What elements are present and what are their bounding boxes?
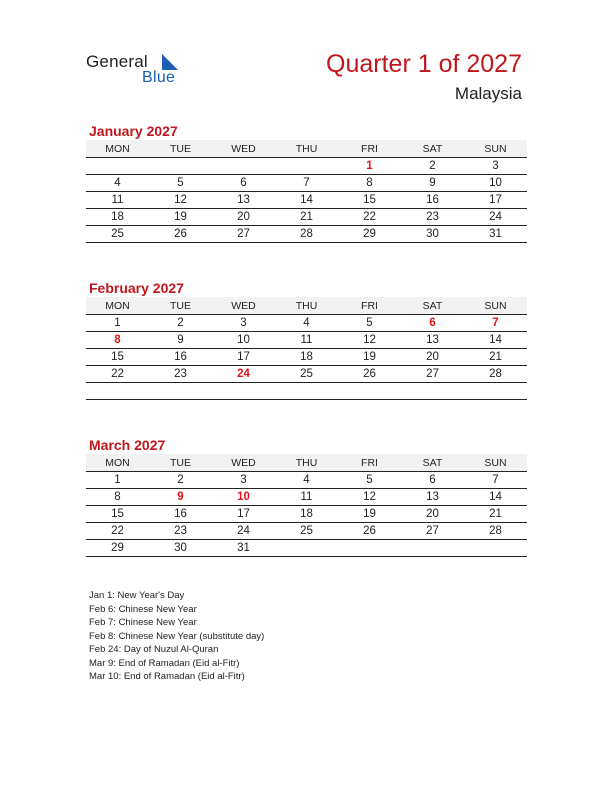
day-cell: 20 (212, 209, 275, 226)
day-cell: 11 (86, 192, 149, 209)
calendar-table (86, 297, 527, 400)
week-row (86, 332, 527, 349)
day-cell: 29 (86, 540, 149, 557)
week-row (86, 209, 527, 226)
header-row (86, 297, 527, 315)
week-row (86, 472, 527, 489)
week-row (86, 175, 527, 192)
generalblue-logo (86, 52, 196, 92)
week-row (86, 383, 527, 400)
weekday-fri: FRI (338, 454, 401, 472)
day-cell: 10 (212, 332, 275, 349)
week-row (86, 158, 527, 175)
week-row (86, 226, 527, 243)
day-cell: 19 (149, 209, 212, 226)
week-row (86, 192, 527, 209)
day-cell: 2 (401, 158, 464, 175)
weekday-thu: THU (275, 297, 338, 315)
weekday-header (86, 297, 527, 315)
day-cell: 25 (86, 226, 149, 243)
day-cell: 14 (464, 489, 527, 506)
day-cell: 13 (401, 489, 464, 506)
weekday-thu: THU (275, 140, 338, 158)
header-row (86, 140, 527, 158)
day-cell: 23 (149, 366, 212, 383)
day-cell: 10 (464, 175, 527, 192)
holiday-note: Jan 1: New Year's Day (89, 590, 185, 601)
day-cell: 16 (149, 349, 212, 366)
day-cell: 9 (401, 175, 464, 192)
day-cell: 28 (464, 523, 527, 540)
week-row (86, 523, 527, 540)
day-cell: 2 (149, 315, 212, 332)
month-title: March 2027 (89, 437, 166, 453)
weekday-sun: SUN (464, 297, 527, 315)
month-march (86, 436, 527, 557)
day-cell: 26 (338, 366, 401, 383)
day-cell: 23 (401, 209, 464, 226)
day-cell: 25 (275, 523, 338, 540)
day-cell: 7 (275, 175, 338, 192)
weekday-wed: WED (212, 140, 275, 158)
week-row (86, 540, 527, 557)
day-cell: 27 (401, 366, 464, 383)
country-name: Malaysia (454, 84, 522, 103)
day-cell (212, 158, 275, 175)
calendar-table (86, 454, 527, 557)
day-cell: 4 (275, 315, 338, 332)
day-cell: 16 (149, 506, 212, 523)
holiday-note: Mar 9: End of Ramadan (Eid al-Fitr) (89, 657, 240, 669)
day-cell: 20 (401, 506, 464, 523)
day-cell: 12 (338, 489, 401, 506)
day-cell (401, 540, 464, 557)
day-cell: 1 (338, 158, 401, 175)
day-cell: 17 (464, 192, 527, 209)
weekday-tue: TUE (149, 454, 212, 472)
weekday-mon: MON (86, 140, 149, 158)
day-cell: 8 (86, 489, 149, 506)
day-cell: 15 (86, 506, 149, 523)
weekday-sat: SAT (401, 140, 464, 158)
day-cell: 11 (275, 332, 338, 349)
day-cell: 15 (86, 349, 149, 366)
day-cell (401, 383, 464, 400)
day-cell: 3 (464, 158, 527, 175)
day-cell: 5 (338, 472, 401, 489)
day-cell: 10 (212, 489, 275, 506)
weekday-sat: SAT (401, 297, 464, 315)
weekday-header (86, 140, 527, 158)
day-cell: 7 (464, 315, 527, 332)
calendar-body (86, 472, 527, 557)
day-cell (149, 158, 212, 175)
day-cell: 9 (149, 489, 212, 506)
day-cell: 19 (338, 506, 401, 523)
day-cell (275, 158, 338, 175)
day-cell: 30 (149, 540, 212, 557)
weekday-thu: THU (275, 454, 338, 472)
day-cell (338, 383, 401, 400)
day-cell: 1 (86, 315, 149, 332)
day-cell: 24 (212, 523, 275, 540)
week-row (86, 349, 527, 366)
weekday-mon: MON (86, 454, 149, 472)
day-cell: 5 (338, 315, 401, 332)
day-cell: 3 (212, 315, 275, 332)
day-cell: 22 (338, 209, 401, 226)
day-cell: 29 (338, 226, 401, 243)
day-cell: 3 (212, 472, 275, 489)
day-cell: 21 (464, 349, 527, 366)
day-cell: 9 (149, 332, 212, 349)
day-cell: 18 (86, 209, 149, 226)
day-cell (338, 540, 401, 557)
day-cell: 4 (275, 472, 338, 489)
day-cell: 22 (86, 523, 149, 540)
day-cell (275, 383, 338, 400)
day-cell: 19 (338, 349, 401, 366)
day-cell: 18 (275, 506, 338, 523)
weekday-fri: FRI (338, 297, 401, 315)
day-cell: 26 (149, 226, 212, 243)
holiday-note: Mar 10: End of Ramadan (Eid al-Fitr) (89, 671, 245, 682)
day-cell: 14 (464, 332, 527, 349)
day-cell: 16 (401, 192, 464, 209)
day-cell: 26 (338, 523, 401, 540)
day-cell: 17 (212, 506, 275, 523)
holiday-notes (89, 589, 264, 684)
day-cell: 22 (86, 366, 149, 383)
holiday-note: Feb 8: Chinese New Year (substitute day) (89, 630, 265, 642)
page-title: Quarter 1 of 2027 (326, 50, 522, 78)
week-row (86, 315, 527, 332)
week-row (86, 489, 527, 506)
day-cell (149, 383, 212, 400)
weekday-fri: FRI (338, 140, 401, 158)
calendar-body (86, 315, 527, 400)
day-cell: 15 (338, 192, 401, 209)
day-cell: 17 (212, 349, 275, 366)
day-cell: 6 (212, 175, 275, 192)
day-cell (464, 540, 527, 557)
weekday-header (86, 454, 527, 472)
month-title: February 2027 (89, 280, 184, 296)
day-cell: 25 (275, 366, 338, 383)
weekday-mon: MON (86, 297, 149, 315)
day-cell: 14 (275, 192, 338, 209)
weekday-wed: WED (212, 297, 275, 315)
day-cell: 21 (275, 209, 338, 226)
day-cell: 21 (464, 506, 527, 523)
week-row (86, 366, 527, 383)
day-cell: 24 (212, 366, 275, 383)
day-cell (86, 383, 149, 400)
logo-triangle-icon (162, 54, 178, 70)
day-cell: 8 (338, 175, 401, 192)
day-cell: 28 (464, 366, 527, 383)
holiday-note: Feb 24: Day of Nuzul Al-Quran (89, 644, 219, 655)
day-cell: 31 (464, 226, 527, 243)
weekday-tue: TUE (149, 297, 212, 315)
day-cell: 20 (401, 349, 464, 366)
weekday-sun: SUN (464, 140, 527, 158)
weekday-sun: SUN (464, 454, 527, 472)
header-row (86, 454, 527, 472)
day-cell: 23 (149, 523, 212, 540)
day-cell: 27 (401, 523, 464, 540)
holiday-note: Feb 6: Chinese New Year (89, 603, 197, 615)
day-cell: 31 (212, 540, 275, 557)
month-title: January 2027 (89, 123, 178, 139)
day-cell: 12 (338, 332, 401, 349)
calendar-body (86, 158, 527, 243)
weekday-wed: WED (212, 454, 275, 472)
day-cell: 13 (212, 192, 275, 209)
day-cell: 11 (275, 489, 338, 506)
day-cell: 12 (149, 192, 212, 209)
day-cell: 1 (86, 472, 149, 489)
holiday-note: Feb 7: Chinese New Year (89, 617, 197, 628)
day-cell: 6 (401, 472, 464, 489)
day-cell: 18 (275, 349, 338, 366)
day-cell: 4 (86, 175, 149, 192)
day-cell (212, 383, 275, 400)
week-row (86, 506, 527, 523)
day-cell: 2 (149, 472, 212, 489)
weekday-tue: TUE (149, 140, 212, 158)
day-cell: 7 (464, 472, 527, 489)
logo-word-blue: Blue (142, 69, 176, 86)
day-cell: 6 (401, 315, 464, 332)
day-cell (464, 383, 527, 400)
weekday-sat: SAT (401, 454, 464, 472)
day-cell: 13 (401, 332, 464, 349)
day-cell: 30 (401, 226, 464, 243)
day-cell (86, 158, 149, 175)
day-cell: 8 (86, 332, 149, 349)
calendar-table (86, 140, 527, 243)
day-cell (275, 540, 338, 557)
logo-word-general: General (86, 52, 148, 71)
day-cell: 28 (275, 226, 338, 243)
month-february (86, 279, 527, 400)
day-cell: 5 (149, 175, 212, 192)
day-cell: 24 (464, 209, 527, 226)
day-cell: 27 (212, 226, 275, 243)
month-january (86, 122, 527, 243)
